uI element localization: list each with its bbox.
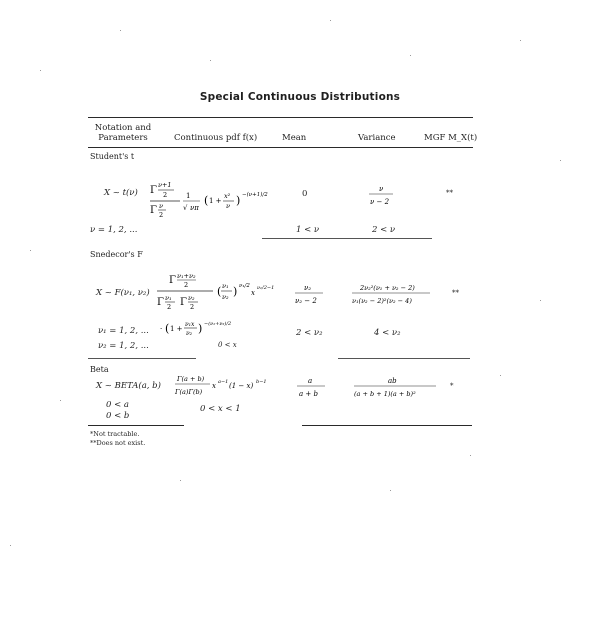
speck [540,300,541,301]
t-mean: 0 [302,189,308,199]
f-variance [350,281,432,313]
svg-text:Γ: Γ [169,275,176,286]
beta-param2: 0 < b [106,411,130,421]
speck [40,70,41,71]
section-snedecors-f: Snedecor's F [90,250,143,259]
t-cond-rule [262,238,432,239]
f-pdf [155,265,275,317]
section-students-t: Student's t [90,152,135,161]
svg-text:x: x [251,289,255,297]
t-variance [366,182,396,212]
t-var-cond: 2 < ν [372,225,396,235]
svg-text:2ν₂²(ν₁ + ν₂ − 2): 2ν₂²(ν₁ + ν₂ − 2) [360,284,415,292]
svg-text:ν₁: ν₁ [165,294,172,302]
svg-text:x: x [212,382,216,390]
speck [30,250,31,251]
beta-variance [352,374,438,406]
footnote-does-not-exist: **Does not exist. [90,439,146,447]
speck [330,20,331,21]
svg-text:Γ: Γ [157,297,164,308]
svg-text:(: ( [217,285,222,298]
speck [520,40,521,41]
svg-text:ν₂: ν₂ [304,284,312,292]
svg-text:ν₂: ν₂ [188,294,195,302]
beta-pdf-formula [174,372,274,402]
svg-text:ν₁/2−1: ν₁/2−1 [257,285,275,291]
svg-text:√: √ [183,204,188,212]
header-mean: Mean [282,133,307,143]
svg-text:a + b: a + b [299,390,318,398]
svg-text:2: 2 [163,191,168,199]
svg-text:ν+1: ν+1 [158,181,172,189]
svg-text:ν₂: ν₂ [222,293,229,301]
svg-text:): ) [198,322,203,335]
svg-text:Γ(a)Γ(b): Γ(a)Γ(b) [175,388,203,396]
speck [390,490,391,491]
svg-text:Γ: Γ [180,297,187,308]
f-var-cond: 4 < ν₂ [374,328,401,338]
t-mean-cond: 1 < ν [296,225,320,235]
table-bottom-rule-right [302,425,472,426]
svg-text:Γ: Γ [150,185,157,196]
speck [210,60,211,61]
header-pdf: Continuous pdf f(x) [174,133,258,143]
header-variance: Variance [358,133,396,143]
speck [120,30,121,31]
svg-text:ν₁: ν₁ [222,282,229,290]
footnote-not-tractable: *Not tractable. [90,430,140,438]
svg-text:ν: ν [226,202,230,210]
svg-text:νπ: νπ [190,204,199,212]
f-bottom-rule-left [88,358,196,359]
t-pdf-formula [150,168,270,220]
svg-text:ν: ν [159,202,163,210]
f-mean-formula [292,281,326,309]
svg-text:b−1: b−1 [256,379,267,385]
speck [560,160,561,161]
svg-text:·: · [160,325,163,333]
beta-domain: 0 < x < 1 [200,404,241,414]
t-variance-formula [366,182,396,208]
f-param1: ν₁ = 1, 2, ... [98,326,149,336]
page-title: Special Continuous Distributions [199,91,401,103]
beta-pdf [174,372,274,402]
f-notation: X ~ F(ν₁, ν₂) [96,288,150,298]
svg-text:1 +: 1 + [209,197,222,205]
svg-text:2: 2 [159,211,164,219]
t-mgf: ** [446,189,453,197]
f-pdf-formula [155,265,275,317]
svg-text:ab: ab [388,377,397,385]
t-notation: X ~ t(ν) [104,188,138,198]
svg-text:a−1: a−1 [218,379,229,385]
svg-text:(: ( [204,194,209,207]
svg-text:ν₂ − 2: ν₂ − 2 [295,297,317,305]
svg-text:1: 1 [186,192,191,200]
speck [60,400,61,401]
f-mgf: ** [452,289,459,297]
header-notation-line2: Parameters [98,133,148,143]
svg-text:ν₁x: ν₁x [185,321,195,328]
speck [410,55,411,56]
beta-variance-formula [352,374,438,402]
speck [500,375,501,376]
header-bottom-rule [88,147,473,148]
speck [470,455,471,456]
svg-text:): ) [233,285,238,298]
svg-text:ν₁/2: ν₁/2 [239,283,250,289]
section-beta: Beta [90,365,109,374]
svg-text:2: 2 [190,303,195,311]
f-bottom-rule-right [338,358,470,359]
beta-mean-formula [294,374,328,402]
f-param2: ν₂ = 1, 2, ... [98,341,149,351]
speck [10,545,11,546]
f-variance-formula [350,281,432,309]
svg-text:a: a [308,377,313,385]
speck [180,480,181,481]
f-mean [292,281,326,313]
svg-text:(: ( [165,322,170,335]
svg-text:ν − 2: ν − 2 [370,198,390,206]
svg-text:Γ: Γ [150,205,157,216]
svg-text:2: 2 [167,303,172,311]
svg-text:ν₁(ν₂ − 2)²(ν₂ − 4): ν₁(ν₂ − 2)²(ν₂ − 4) [352,297,412,305]
svg-text:Γ(a + b): Γ(a + b) [177,375,205,383]
svg-text:ν₂: ν₂ [186,330,193,337]
header-top-rule [88,117,473,118]
header-mgf: MGF M_X(t) [424,133,478,143]
svg-text:1 +: 1 + [170,325,183,333]
svg-text:): ) [236,194,241,207]
svg-text:(1 − x): (1 − x) [229,382,254,390]
header-notation-line1: Notation and [94,123,152,133]
beta-mean [294,374,328,406]
header-notation [90,123,156,143]
svg-text:ν₁+ν₂: ν₁+ν₂ [177,272,196,280]
f-mean-cond: 2 < ν₂ [296,328,323,338]
f-domain: 0 < x [218,341,237,349]
svg-text:−(ν+1)/2: −(ν+1)/2 [242,192,268,198]
svg-text:ν: ν [379,185,384,193]
table-bottom-rule-left [88,425,184,426]
svg-text:x²: x² [224,192,231,200]
svg-text:(a + b + 1)(a + b)²: (a + b + 1)(a + b)² [354,390,416,398]
svg-text:−(ν₁+ν₂)/2: −(ν₁+ν₂)/2 [204,321,232,327]
beta-mgf: * [450,382,454,390]
t-pdf [150,168,270,220]
t-param: ν = 1, 2, ... [90,225,138,235]
beta-notation: X ~ BETA(a, b) [96,381,161,391]
svg-text:2: 2 [184,281,189,289]
f-pdf-tail [160,318,230,338]
beta-param1: 0 < a [106,400,130,410]
f-pdf-tail-formula [160,318,230,338]
